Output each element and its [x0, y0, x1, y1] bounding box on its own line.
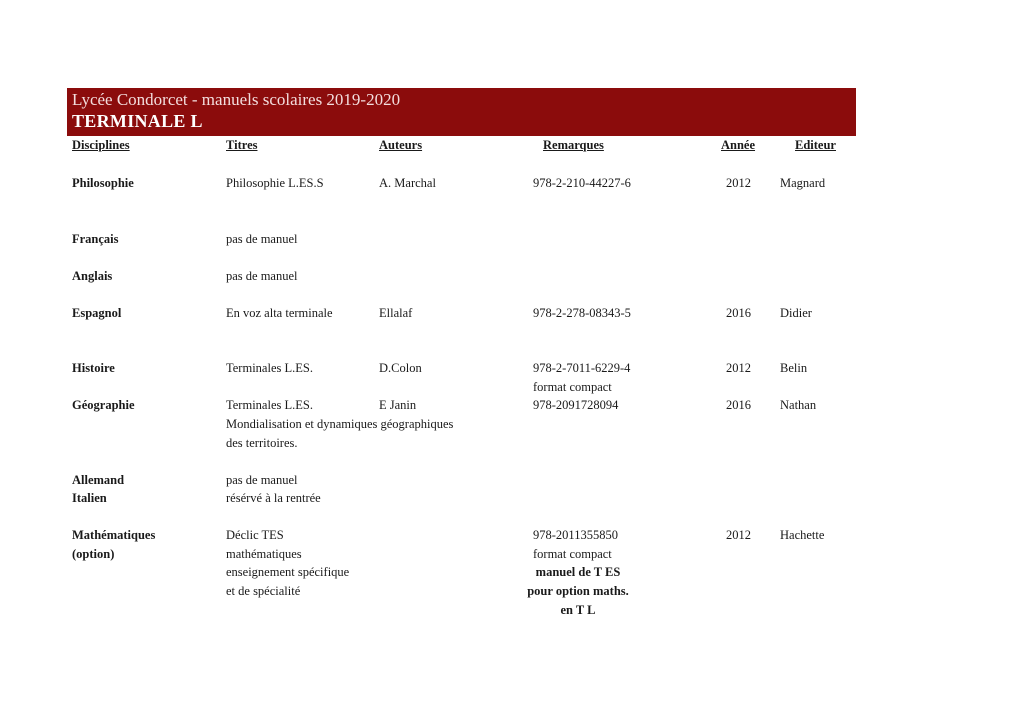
remarque-mathematiques-note2: pour option maths.: [527, 584, 629, 598]
remarque-histoire-format: format compact: [533, 380, 612, 394]
annee-espagnol: 2016: [726, 306, 751, 320]
discipline-anglais: Anglais: [72, 269, 113, 283]
annee-philosophie: 2012: [726, 176, 751, 190]
discipline-philosophie: Philosophie: [72, 176, 134, 190]
editeur-mathematiques: Hachette: [780, 528, 825, 542]
auteur-philosophie: A. Marchal: [379, 176, 436, 190]
editeur-philosophie: Magnard: [780, 176, 826, 190]
titre-histoire: Terminales L.ES.: [226, 361, 313, 375]
remarque-mathematiques: 978-2011355850: [533, 528, 618, 542]
remarque-mathematiques-note1: manuel de T ES: [535, 565, 621, 579]
titre-mathematiques-line3: enseignement spécifique: [226, 565, 350, 579]
col-header-titres: Titres: [226, 138, 258, 152]
editeur-histoire: Belin: [780, 361, 808, 375]
titre-geographie-line2: Mondialisation et dynamiques géographiques: [226, 417, 454, 431]
remarque-espagnol: 978-2-278-08343-5: [533, 306, 631, 320]
remarque-geographie: 978-2091728094: [533, 398, 619, 412]
col-header-disciplines: Disciplines: [72, 138, 130, 152]
discipline-histoire: Histoire: [72, 361, 115, 375]
remarque-philosophie: 978-2-210-44227-6: [533, 176, 631, 190]
remarque-mathematiques-note3: en T L: [560, 603, 596, 617]
discipline-mathematiques: Mathématiques: [72, 528, 156, 542]
auteur-histoire: D.Colon: [379, 361, 422, 375]
col-header-auteurs: Auteurs: [379, 138, 423, 152]
remarque-histoire: 978-2-7011-6229-4: [533, 361, 631, 375]
titre-geographie: Terminales L.ES.: [226, 398, 313, 412]
titre-mathematiques-line4: et de spécialité: [226, 584, 301, 598]
auteur-espagnol: Ellalaf: [379, 306, 413, 320]
col-header-editeur: Editeur: [795, 138, 836, 152]
editeur-geographie: Nathan: [780, 398, 817, 412]
annee-geographie: 2016: [726, 398, 751, 412]
discipline-italien: Italien: [72, 491, 107, 505]
auteur-geographie: E Janin: [379, 398, 417, 412]
titre-espagnol: En voz alta terminale: [226, 306, 333, 320]
titre-mathematiques-line2: mathématiques: [226, 547, 302, 561]
annee-mathematiques: 2012: [726, 528, 751, 542]
titre-philosophie: Philosophie L.ES.S: [226, 176, 324, 190]
titre-allemand: pas de manuel: [226, 473, 298, 487]
annee-histoire: 2012: [726, 361, 751, 375]
title-banner: [67, 88, 856, 136]
discipline-francais: Français: [72, 232, 119, 246]
class-title: TERMINALE L: [72, 111, 203, 131]
discipline-espagnol: Espagnol: [72, 306, 122, 320]
titre-francais: pas de manuel: [226, 232, 298, 246]
titre-mathematiques: Déclic TES: [226, 528, 284, 542]
discipline-allemand: Allemand: [72, 473, 125, 487]
editeur-espagnol: Didier: [780, 306, 812, 320]
discipline-mathematiques-option: (option): [72, 547, 115, 561]
discipline-geographie: Géographie: [72, 398, 135, 412]
titre-italien: résérvé à la rentrée: [226, 491, 321, 505]
col-header-remarques: Remarques: [543, 138, 604, 152]
school-title: Lycée Condorcet - manuels scolaires 2019-2020: [72, 90, 401, 109]
remarque-mathematiques-format: format compact: [533, 547, 612, 561]
titre-geographie-line3: des territoires.: [226, 436, 298, 450]
titre-anglais: pas de manuel: [226, 269, 298, 283]
col-header-annee: Année: [721, 138, 756, 152]
